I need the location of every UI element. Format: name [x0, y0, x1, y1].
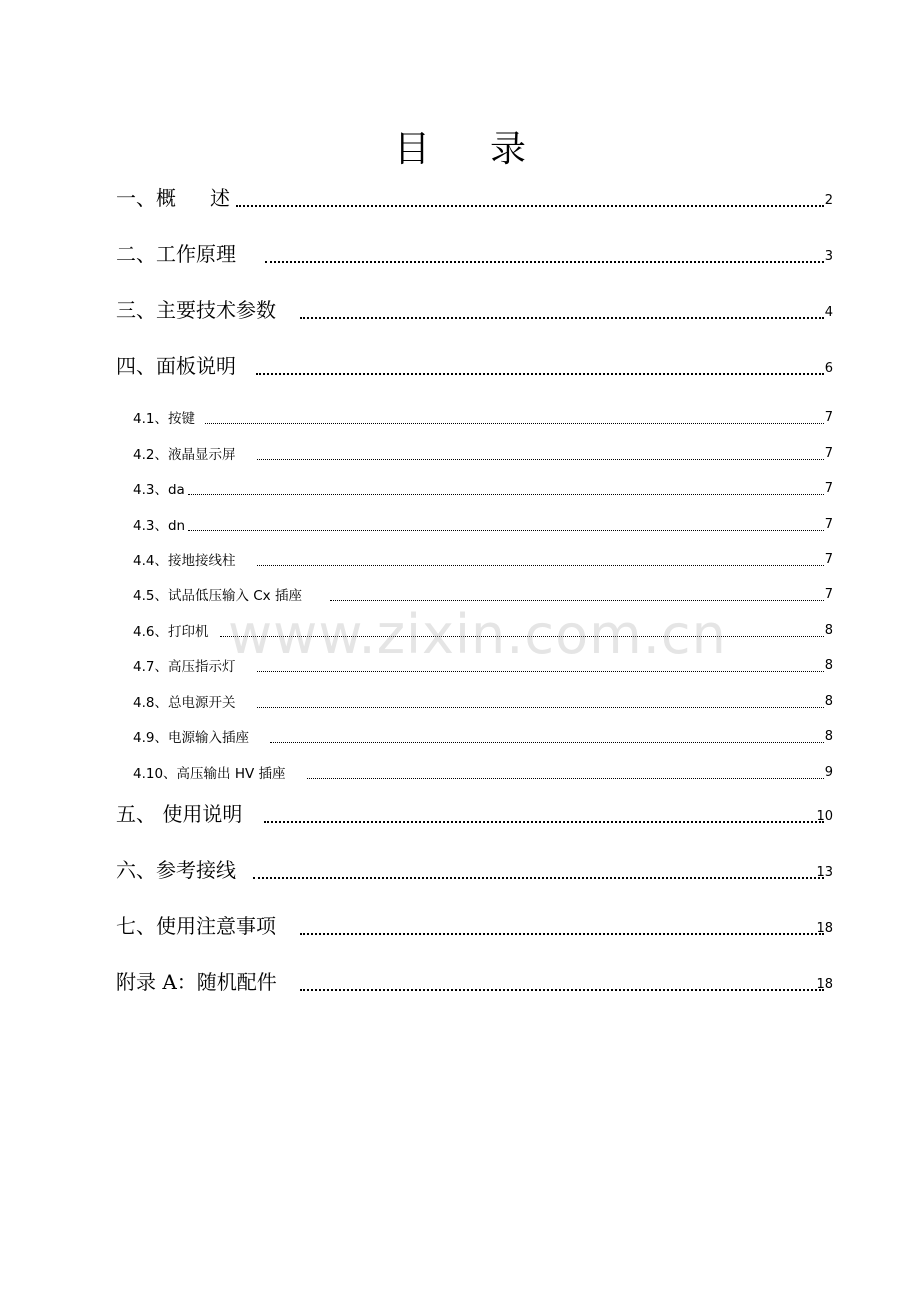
toc-entry-label: 4.2、液晶显示屏: [133, 434, 237, 464]
toc-entry-label: 4.7、高压指示灯: [133, 646, 237, 676]
toc-page-number: 4: [824, 305, 833, 320]
toc-entry-label: 4.1、按键: [133, 398, 197, 428]
toc-page-number: 2: [824, 193, 833, 208]
toc-subentry-da[interactable]: [0, 469, 920, 499]
toc-subentry-hv-output-socket[interactable]: [0, 753, 920, 783]
toc-page-number: 18: [816, 921, 833, 936]
toc-page-number: 7: [824, 587, 833, 602]
toc-entry-label: 4.6、打印机: [133, 611, 210, 641]
toc-entry-label: 4.8、总电源开关: [133, 682, 237, 712]
toc-entry-precautions[interactable]: [0, 909, 920, 939]
toc-entry-label: 五、 使用说明: [116, 797, 244, 827]
toc-page-number: 8: [824, 623, 833, 638]
toc-entry-label: 4.10、高压输出 HV 插座: [133, 753, 288, 783]
title-char-2: 录: [490, 129, 527, 170]
toc-page-number: 8: [824, 694, 833, 709]
toc-entry-label: 4.5、试品低压输入 Cx 插座: [133, 575, 304, 605]
toc-page-number: 13: [816, 865, 833, 880]
toc-entry-label: 四、面板说明: [116, 349, 238, 379]
toc-subentry-hv-indicator[interactable]: [0, 646, 920, 676]
toc-page-number: 3: [824, 249, 833, 264]
toc-entry-label: 六、参考接线: [116, 853, 238, 883]
toc-subentry-keys[interactable]: [0, 398, 920, 428]
toc-entry-panel-description[interactable]: [0, 349, 920, 379]
toc-subentry-power-socket[interactable]: [0, 717, 920, 747]
toc-page-number: 8: [824, 658, 833, 673]
toc-entry-usage[interactable]: [0, 797, 920, 827]
toc-page-number: 7: [824, 481, 833, 496]
toc-subentry-cx-socket[interactable]: [0, 575, 920, 605]
toc-page-number: 10: [816, 809, 833, 824]
toc-subentry-ground-terminal[interactable]: [0, 540, 920, 570]
watermark: www.zixin.com.cn: [228, 603, 727, 666]
toc-page-number: 7: [824, 446, 833, 461]
toc-entry-label: 4.9、电源输入插座: [133, 717, 251, 747]
toc-page-number: 7: [824, 552, 833, 567]
toc-entry-label: 4.4、接地接线柱: [133, 540, 237, 570]
toc-page-number: 7: [824, 517, 833, 532]
toc-page-number: 7: [824, 410, 833, 425]
toc-subentry-power-switch[interactable]: [0, 682, 920, 712]
toc-entry-label: 4.3、dn: [133, 505, 187, 535]
toc-entry-reference-wiring[interactable]: [0, 853, 920, 883]
toc-subentry-printer[interactable]: [0, 611, 920, 641]
toc-page-number: 18: [816, 977, 833, 992]
toc-entry-working-principle[interactable]: [0, 237, 920, 267]
toc-entry-overview[interactable]: [0, 181, 920, 211]
toc-page-number: 6: [824, 361, 833, 376]
toc-entry-label: 一、概 述: [116, 181, 232, 211]
toc-entry-label: 三、主要技术参数: [116, 293, 278, 323]
toc-entry-label: 4.3、da: [133, 469, 187, 499]
toc-page-number: 8: [824, 729, 833, 744]
toc-entry-label: 附录 A：随机配件: [116, 965, 279, 995]
toc-entry-label: 七、使用注意事项: [116, 909, 278, 939]
toc-subentry-lcd[interactable]: [0, 434, 920, 464]
toc-subentry-dn[interactable]: [0, 505, 920, 535]
toc-entry-technical-parameters[interactable]: [0, 293, 920, 323]
toc-page-number: 9: [824, 765, 833, 780]
toc-entry-label: 二、工作原理: [116, 237, 238, 267]
toc-entry-appendix-a[interactable]: [0, 965, 920, 995]
title-char-1: 目: [393, 129, 430, 170]
page-title: [0, 126, 920, 174]
